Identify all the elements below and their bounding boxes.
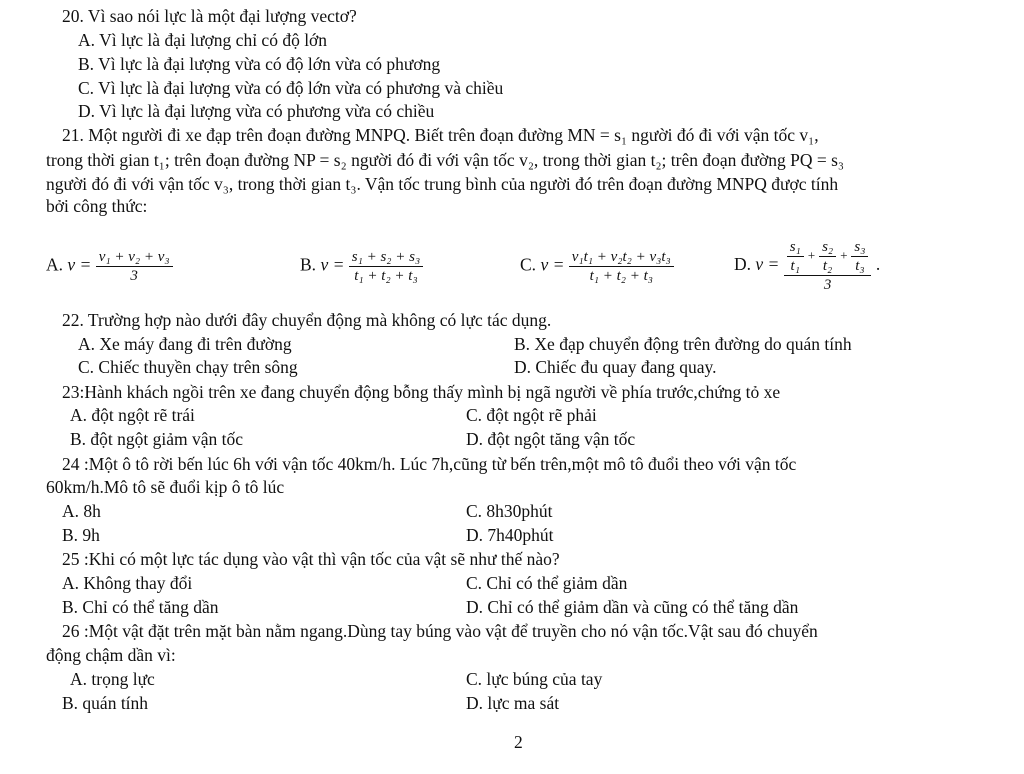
- plus-sign: +: [839, 247, 849, 263]
- fraction-numerator: s₁ + s₂ + s₃: [349, 248, 423, 267]
- formula-fraction: [349, 248, 423, 285]
- inner-denominator: t₃: [855, 258, 865, 274]
- fraction-numerator: [784, 238, 872, 276]
- q24-option-a: A. 8h: [62, 501, 101, 521]
- fraction-denominator: 3: [823, 277, 832, 293]
- fraction-denominator: t₁ + t₂ + t₃: [589, 268, 653, 284]
- q21-stem-line4: bởi công thức:: [46, 196, 148, 216]
- inner-denominator: t₁: [790, 258, 800, 274]
- period: .: [875, 254, 881, 275]
- formula-lhs: v =: [755, 254, 780, 275]
- q23-option-a: A. đột ngột rẽ trái: [70, 405, 195, 425]
- q23-option-b: B. đột ngột giảm vận tốc: [70, 429, 244, 449]
- formula-lhs: v =: [320, 254, 345, 275]
- q24-stem-line1: 24 :Một ô tô rời bến lúc 6h với vận tốc 40km/h. Lúc 7h,cũng từ bến trên,một mô tô đuổi theo với vận tốc: [62, 454, 797, 474]
- q22-stem: 22. Trường hợp nào dưới đây chuyển động mà không có lực tác dụng.: [62, 310, 552, 330]
- formula-fraction: [569, 248, 674, 285]
- q21-stem-line2: trong thời gian t₁; trên đoạn đường NP = s₂ người đó đi với vận tốc v₂, trong thời gian t₂; trên đoạn đường PQ = s₃: [46, 150, 845, 170]
- q23-stem: 23:Hành khách ngồi trên xe đang chuyển động bỗng thấy mình bị ngã người về phía trước,chứng tỏ xe: [62, 382, 781, 402]
- q20-option-a: A. Vì lực là đại lượng chỉ có độ lớn: [78, 30, 328, 50]
- option-label: D.: [734, 254, 752, 275]
- q21-option-d: [734, 238, 880, 294]
- q24-option-c: C. 8h30phút: [466, 501, 553, 521]
- q24-option-b: B. 9h: [62, 525, 100, 545]
- q24-stem-line2: 60km/h.Mô tô sẽ đuổi kịp ô tô lúc: [46, 477, 285, 497]
- q25-stem: 25 :Khi có một lực tác dụng vào vật thì vận tốc của vật sẽ như thế nào?: [62, 549, 560, 569]
- q20-option-b: B. Vì lực là đại lượng vừa có độ lớn vừa có phương: [78, 54, 441, 74]
- plus-sign: +: [807, 247, 816, 263]
- fraction-numerator: v₁t₁ + v₂t₂ + v₃t₃: [569, 248, 674, 267]
- formula-lhs: v =: [67, 254, 92, 275]
- q26-option-d: D. lực ma sát: [466, 693, 560, 713]
- inner-fraction-1: [787, 238, 804, 275]
- q20-option-d: D. Vì lực là đại lượng vừa có phương vừa có chiều: [78, 101, 435, 121]
- q26-option-a: A. trọng lực: [70, 669, 155, 689]
- inner-numerator: s₁: [787, 238, 804, 257]
- q25-option-d: D. Chỉ có thể giảm dần và cũng có thể tăng dần: [466, 597, 799, 617]
- q25-option-c: C. Chỉ có thể giảm dần: [466, 573, 628, 593]
- inner-denominator: t₂: [822, 258, 833, 274]
- option-label: C.: [520, 254, 537, 275]
- q22-option-d: D. Chiếc đu quay đang quay.: [514, 357, 717, 377]
- option-label: A.: [46, 254, 64, 275]
- q23-option-d: D. đột ngột tăng vận tốc: [466, 429, 636, 449]
- q21-option-a: [46, 248, 173, 285]
- q23-option-c: C. đột ngột rẽ phải: [466, 405, 597, 425]
- q24-option-d: D. 7h40phút: [466, 525, 554, 545]
- option-label: B.: [300, 254, 317, 275]
- fraction-denominator: t₁ + t₂ + t₃: [354, 268, 418, 284]
- inner-numerator: s₂: [819, 238, 836, 257]
- q22-option-c: C. Chiếc thuyền chạy trên sông: [78, 357, 298, 377]
- q26-option-b: B. quán tính: [62, 693, 149, 713]
- q21-option-b: [300, 248, 423, 285]
- page-number: 2: [514, 732, 523, 752]
- q21-stem-line1: 21. Một người đi xe đạp trên đoạn đường MNPQ. Biết trên đoạn đường MN = s₁ người đó đi với vận tốc v₁,: [62, 125, 819, 145]
- formula-fraction: [96, 248, 173, 285]
- q20-stem: 20. Vì sao nói lực là một đại lượng vectơ?: [62, 6, 357, 26]
- q21-option-c: [520, 248, 674, 285]
- q26-stem-line1: 26 :Một vật đặt trên mặt bàn nằm ngang.Dùng tay búng vào vật để truyền cho nó vận tốc.Vật sau đó chuyển: [62, 621, 818, 641]
- formula-lhs: v =: [540, 254, 565, 275]
- formula-fraction: [784, 238, 872, 294]
- q21-stem-line3: người đó đi với vận tốc v₃, trong thời gian t₃. Vận tốc trung bình của người đó trên đoạn đường MNPQ được tính: [46, 174, 839, 194]
- q25-option-b: B. Chỉ có thể tăng dần: [62, 597, 219, 617]
- q22-option-b: B. Xe đạp chuyển động trên đường do quán tính: [514, 334, 852, 354]
- fraction-denominator: 3: [130, 268, 138, 284]
- fraction-numerator: v₁ + v₂ + v₃: [96, 248, 173, 267]
- q22-option-a: A. Xe máy đang đi trên đường: [78, 334, 292, 354]
- q20-option-c: C. Vì lực là đại lượng vừa có độ lớn vừa có phương và chiều: [78, 78, 504, 98]
- inner-numerator: s₃: [851, 238, 868, 257]
- q25-option-a: A. Không thay đổi: [62, 573, 193, 593]
- inner-fraction-2: [819, 238, 836, 275]
- q26-option-c: C. lực búng của tay: [466, 669, 603, 689]
- inner-fraction-3: [851, 238, 868, 275]
- q26-stem-line2: động chậm dần vì:: [46, 645, 176, 665]
